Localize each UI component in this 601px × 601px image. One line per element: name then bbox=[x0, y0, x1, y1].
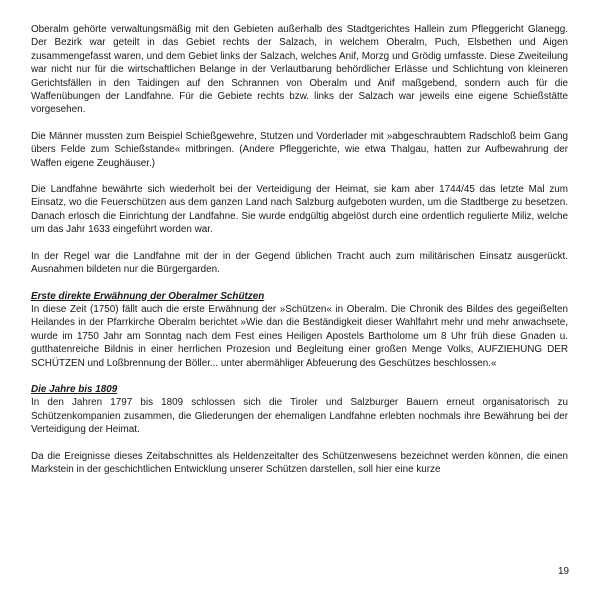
paragraph-glanegg: Oberalm gehörte verwaltungsmäßig mit den Gebieten außerhalb des Stadtgerichtes Hallein zum Pfleggericht Glanegg. Der Bezirk war geteilt in das Gebiet rechts der Salzach, in welchem Oberalm, Puch, Elsbethen und Aigen zusammengefasst waren, und dem Gebiet links der Salzach, welches Anif, Morzg und Grödig umfasste. Diese Zweiteilung war nicht nur für die wirtschaftlichen Belange in der Verlautbarung behördlicher Erlässe und Schlichtung von kleineren Gerichtsfällen in den Taidingen auf den Schrannen von Oberalm und Anif maßgebend, sondern auch für die Waffenübungen der Landfahne. Für die Gebiete rechts bzw. links der Salzach war jeweils eine eigene Schießstätte vorgesehen. bbox=[31, 24, 568, 116]
paragraph-weapons: Die Männer mussten zum Beispiel Schießgewehre, Stutzen und Vorderlader mit »abgeschraubtem Radschloß beim Gang übers Felde zum Schießstande« mitbringen. (Andere Pfleggerichte, wie etwa Thalgau, hatten zur Aufbewahrung der Waffen eigene Zeughäuser.) bbox=[31, 130, 568, 169]
paragraph-1809: In den Jahren 1797 bis 1809 schlossen sich die Tiroler und Salzburger Bauern erneut organisatorisch zu Schützenkompanien zusammen, die Gliederungen der ehemaligen Landfahne erlebten nochmals ihre Bewährung bei der Verteidigung der Heimat. bbox=[31, 397, 568, 436]
section-heading-first-mention: Erste direkte Erwähnung der Oberalmer Schützen bbox=[31, 290, 265, 302]
paragraph-tracht: In der Regel war die Landfahne mit der in der Gegend üblichen Tracht auch zum militärischen Einsatz ausgerückt. Ausnahmen bildeten nur die Bürgergarden. bbox=[31, 250, 568, 276]
paragraph-first-mention: In diese Zeit (1750) fällt auch die erste Erwähnung der »Schützen« in Oberalm. Die Chronik des Bildes des gegeißelten Heilandes in der Pfarrkirche Oberalm berichtet »Wie dan die Beständigkeit dieser Wahlfahrt mehr und mehr anwachsete, wurde im 1750 Jahr am Sonntag nach dem Fest eines Heiligen Apostels Bartholome um 8 Uhr früh diese Gnaden u. gutthatenreiche Bildnis in einer herrlichen Prozesion und Begleitung einer großen Menge Volks, AUFZIEHUNG DER SCHÜTZEN und Loßbrennung der Böller... unter abermähliger Abfeuerung des Geschützes beschlossen.« bbox=[31, 303, 568, 369]
paragraph-landfahne: Die Landfahne bewährte sich wiederholt bei der Verteidigung der Heimat, sie kam aber 1744/45 das letzte Mal zum Einsatz, wo die Feuerschützen aus dem ganzen Land nach Salzburg aufgeboten wurden, um die Stadtberge zu besetzen. Danach erlosch die Einrichtung der Landfahne. Sie wurde endgültig abgelöst durch eine ordentlich regulierte Miliz, welche um das Jahr 1633 eingeführt worden war. bbox=[31, 184, 568, 236]
page-number: 19 bbox=[558, 566, 569, 577]
page-content bbox=[31, 23, 568, 489]
paragraph-heroic-age: Da die Ereignisse dieses Zeitabschnittes als Heldenzeitalter des Schützenwesens bezeichnet werden können, die einen Markstein in der geschichtlichen Entwicklung unserer Schützen darstellen, soll hier eine kurze bbox=[31, 450, 568, 475]
section-heading-1809: Die Jahre bis 1809 bbox=[31, 383, 118, 395]
